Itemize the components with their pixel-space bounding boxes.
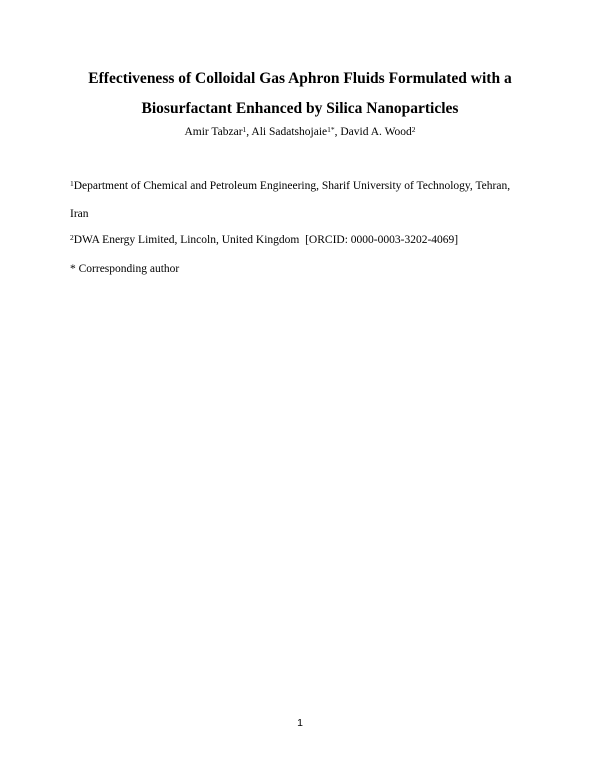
author-name: David A. Wood	[340, 126, 412, 138]
author-affiliation-marker: 1*	[327, 125, 335, 134]
author-separator: ,	[334, 126, 341, 138]
paper-title-line-1: Effectiveness of Colloidal Gas Aphron Fluids Formulated with a	[88, 70, 512, 87]
affiliation-marker: 1	[70, 179, 74, 188]
affiliation-text: DWA Energy Limited, Lincoln, United Kingdom [ORCID: 0000-0003-3202-4069]	[73, 234, 459, 246]
affiliation-text: Department of Chemical and Petroleum Engineering, Sharif University of Technology, Tehran,	[73, 180, 511, 192]
page-number: 1	[297, 717, 303, 729]
corresponding-author-note: * Corresponding author	[70, 263, 180, 275]
author-affiliation-marker: 2	[411, 125, 416, 134]
affiliation-marker: 2	[70, 233, 74, 242]
paper-title-line-2: Biosurfactant Enhanced by Silica Nanoparticles	[141, 100, 459, 117]
author-name: Amir Tabzar	[184, 126, 243, 138]
author-name: Ali Sadatshojaie	[251, 126, 328, 138]
author-affiliation-marker: 1	[242, 125, 247, 134]
affiliation-1-continued: Iran	[70, 208, 89, 220]
author-separator: ,	[246, 126, 252, 138]
affiliation-2	[70, 232, 540, 248]
affiliation-1	[70, 178, 540, 194]
author-list	[40, 124, 560, 140]
